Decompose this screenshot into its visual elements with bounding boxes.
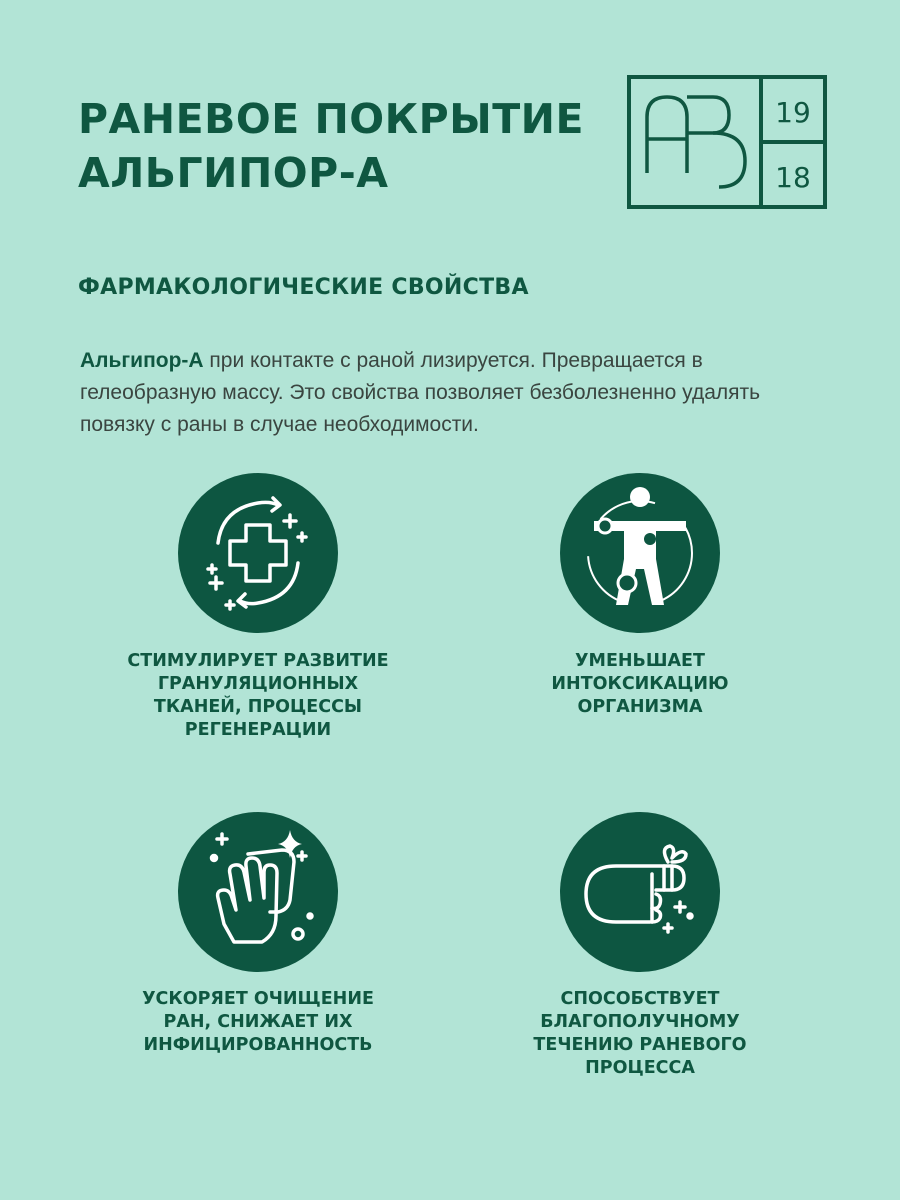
page-title-line-2: АЛЬГИПОР-А: [78, 149, 389, 197]
page-title: [78, 92, 584, 200]
feature-cleaning: [108, 812, 408, 1057]
logo-number-top: 19: [775, 96, 811, 129]
feature-intoxication: [490, 473, 790, 719]
intro-paragraph: [80, 345, 820, 441]
hand-wipe-cleaning-icon: [178, 812, 338, 972]
feature-icon-circle: [178, 812, 338, 972]
feature-caption: УСКОРЯЕТ ОЧИЩЕНИЕ РАН, СНИЖАЕТ ИХ ИНФИЦИРОВАННОСТЬ: [142, 989, 374, 1055]
medical-cross-renewal-icon: [178, 473, 338, 633]
intro-product-name: Альгипор-А: [80, 349, 204, 372]
feature-caption: СПОСОБСТВУЕТ БЛАГОПОЛУЧНОМУ ТЕЧЕНИЮ РАНЕВОГО ПРОЦЕССА: [533, 989, 747, 1078]
feature-granulation: [108, 473, 408, 742]
feature-caption: СТИМУЛИРУЕТ РАЗВИТИЕ ГРАНУЛЯЦИОННЫХ ТКАНЕЙ, ПРОЦЕССЫ РЕГЕНЕРАЦИИ: [127, 651, 389, 740]
logo-number-bottom: 18: [775, 161, 811, 194]
bandaged-finger-icon: [560, 812, 720, 972]
intro-text: при контакте с раной лизируется. Превращается в гелеобразную массу. Это свойства позволяет безболезненно удалять повязку с раны в случае необходимости.: [80, 349, 761, 436]
brand-logo-mark: [627, 75, 827, 209]
page-title-line-1: РАНЕВОЕ ПОКРЫТИЕ: [78, 95, 584, 143]
section-title: ФАРМАКОЛОГИЧЕСКИЕ СВОЙСТВА: [78, 275, 529, 300]
feature-icon-circle: [560, 473, 720, 633]
brand-logo: [627, 75, 827, 209]
feature-icon-circle: [560, 812, 720, 972]
human-body-detox-icon: [560, 473, 720, 633]
feature-icon-circle: [178, 473, 338, 633]
feature-wound-process: [490, 812, 790, 1080]
feature-caption: УМЕНЬШАЕТ ИНТОКСИКАЦИЮ ОРГАНИЗМА: [551, 651, 729, 717]
